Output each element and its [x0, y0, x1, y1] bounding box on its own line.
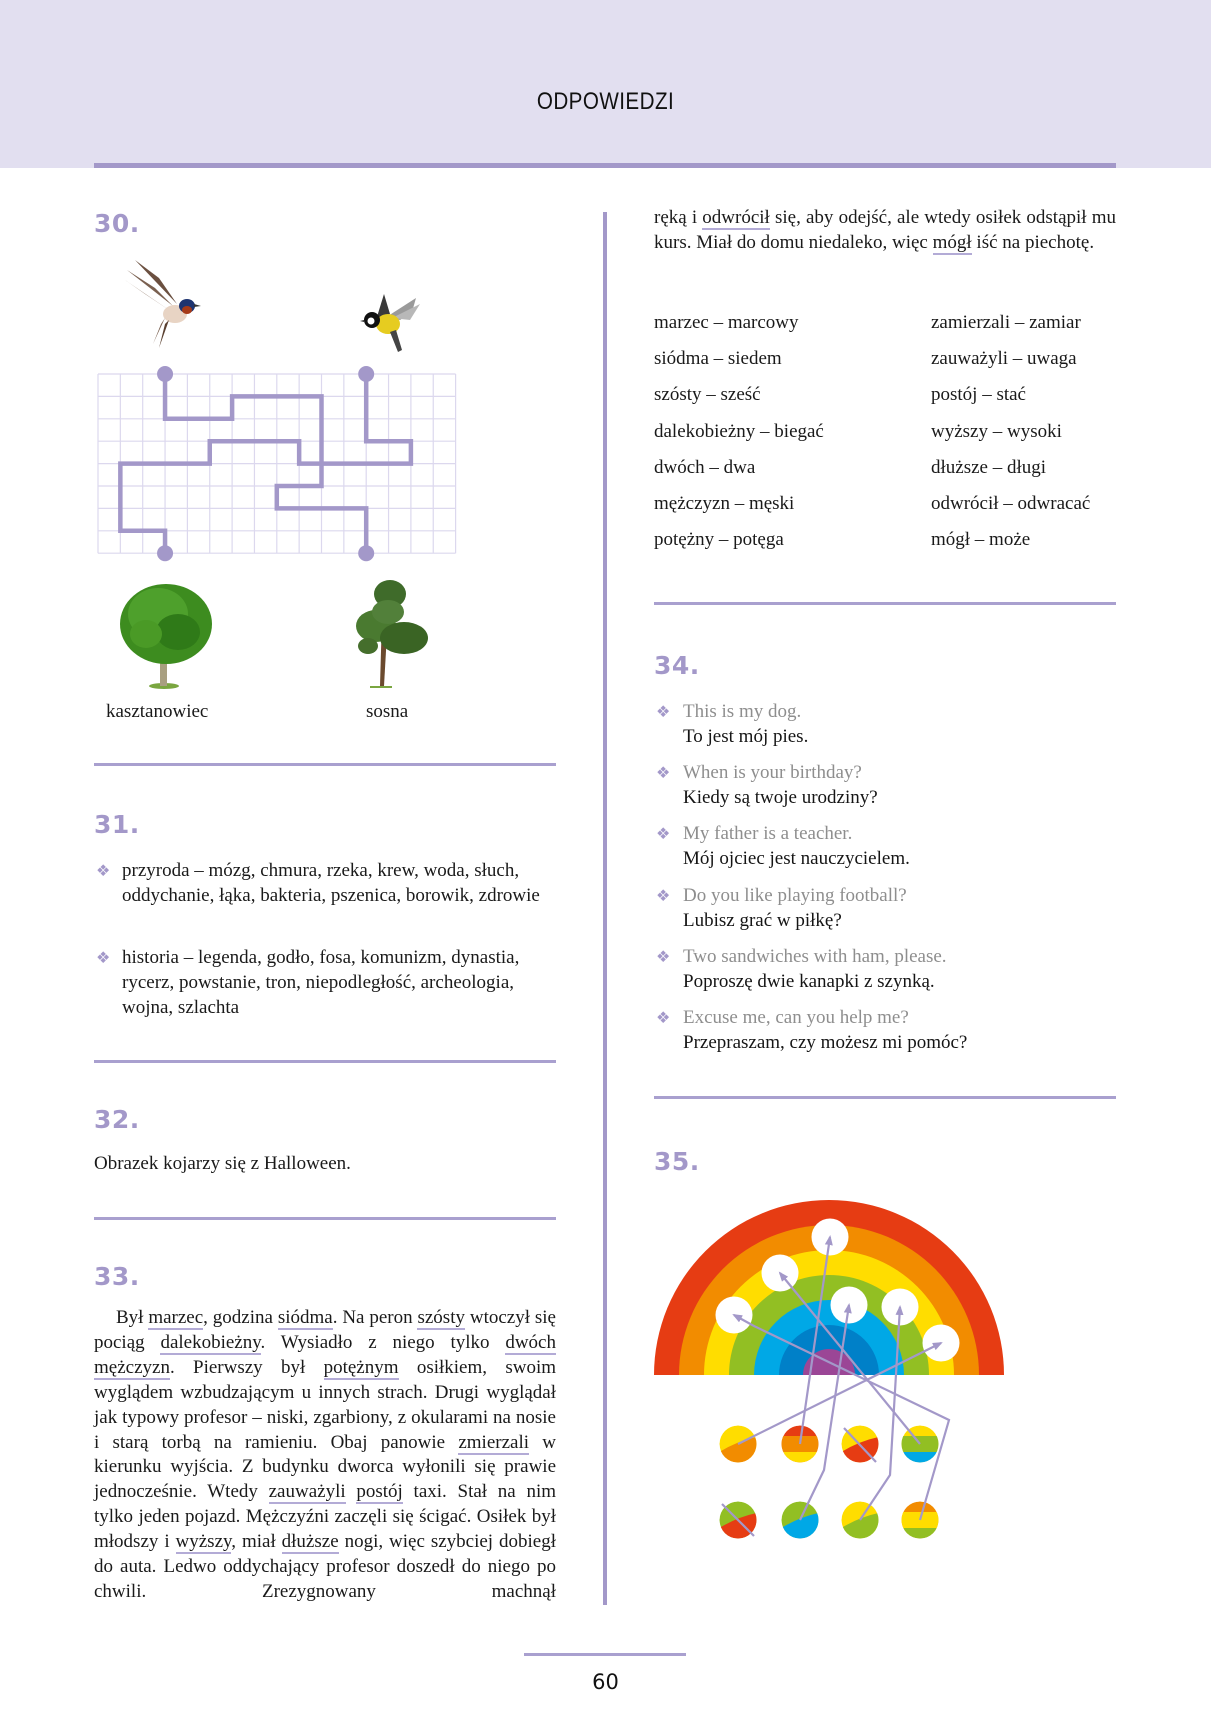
polish-translation: Kiedy są twoje urodziny?	[683, 787, 878, 809]
color-ball	[900, 1426, 940, 1467]
ex31-item-przyroda: przyroda – mózg, chmura, rzeka, krew, woda, słuch, oddychanie, łąka, bakteria, pszenica, borowik, zdrowie	[122, 860, 540, 906]
polish-translation: Przepraszam, czy możesz mi pomóc?	[683, 1032, 968, 1053]
word-pair: potężny – potęga	[654, 529, 784, 551]
chestnut-tree-icon	[120, 584, 212, 689]
footer-rule	[524, 1653, 686, 1656]
pine-tree-label: sosna	[366, 701, 409, 722]
exercise-33-number: 33.	[94, 1262, 140, 1291]
english-sentence: Do you like playing football?	[683, 884, 907, 906]
word-pair: zamierzali – zamiar	[931, 312, 1081, 333]
maze-endpoint-dot	[358, 366, 374, 382]
exercise-32-number: 32.	[94, 1105, 140, 1134]
section-divider	[94, 1060, 556, 1063]
maze-endpoint-dot	[157, 366, 173, 382]
color-ball	[778, 1502, 824, 1545]
polish-translation: Lubisz grać w piłkę?	[683, 909, 842, 931]
page-header	[0, 0, 1211, 168]
bullet-icon: ❖	[656, 824, 671, 844]
english-sentence: This is my dog.	[683, 701, 802, 722]
word-pair: mógł – może	[931, 529, 1031, 551]
section-divider	[654, 1096, 1116, 1099]
pine-tree-icon	[356, 580, 428, 688]
english-sentence: When is your birthday?	[683, 762, 862, 784]
bullet-icon: ❖	[656, 702, 671, 721]
underlined-word: odwrócił	[702, 207, 770, 228]
underlined-word: mężczyzn	[94, 1356, 170, 1378]
ex33-story-text: Był marzec, godzina siódma. Na peron szósty wtoczył się pociąg dalekobieżny. Wysiadło z niego tylko dwóch mężczyzn. Pierwszy był potężnym osiłkiem, swoim wyglądem wzbudzającym u innych strach. Drugi wyglądał jak typowy profesor – niski, zgarbiony, z okularami na nosie i starą torbą na ramieniu. Obaj panowie zmierzali w kierunku wyjścia. Z budynku dworca wyłonili się prawie jednocześnie. Wtedy zauważyli postój taxi. Stał na nim tylko jeden pojazd. Mężczyźni zaczęli się ścigać. Osiłek był młodszy i wyższy, miał dłuższe nogi, więc szybciej dobiegł do auta. Ledwo oddychający profesor doszedł do niego po chwili. Zrezygnowany machnął	[94, 1307, 557, 1602]
ex32-answer: Obrazek kojarzy się z Halloween.	[94, 1153, 351, 1174]
color-ball	[716, 1426, 762, 1469]
english-sentence: Excuse me, can you help me?	[683, 1007, 909, 1028]
chestnut-tree-image	[118, 578, 214, 690]
maze-endpoint-dot	[157, 545, 173, 561]
underlined-word: szósty	[417, 1307, 465, 1328]
word-pair: szósty – sześć	[654, 384, 761, 406]
underlined-word: dalekobieżny	[160, 1331, 261, 1353]
word-pair: dalekobieżny – biegać	[654, 420, 824, 442]
bullet-icon: ❖	[656, 1008, 671, 1027]
page-number: 60	[592, 1670, 619, 1694]
word-pair: postój – stać	[931, 384, 1026, 406]
word-pair: zauważyli – uwaga	[931, 348, 1077, 370]
exercise-35-number: 35.	[654, 1147, 700, 1176]
color-ball	[780, 1426, 820, 1467]
bullet-icon: ❖	[656, 885, 671, 905]
word-pair: dwóch – dwa	[654, 456, 756, 478]
exercise-31-number: 31.	[94, 810, 140, 839]
word-pair: marzec – marcowy	[654, 312, 799, 333]
maze-grid	[98, 374, 458, 559]
section-divider	[94, 763, 556, 766]
bullet-icon: ❖	[656, 763, 671, 783]
underlined-word: dwóch	[505, 1331, 556, 1353]
ex31-item-historia: historia – legenda, godło, fosa, komunizm, dynastia, rycerz, powstanie, tron, niepodległość, archeologia, wojna, szlachta	[122, 947, 520, 1018]
great-tit-icon	[360, 294, 420, 352]
english-sentence: My father is a teacher.	[683, 823, 853, 845]
word-pair: siódma – siedem	[654, 348, 782, 370]
translation-item	[683, 1005, 1143, 1055]
underlined-word: zauważyli	[268, 1481, 346, 1503]
ex33-story-continued: ręką i odwrócił się, aby odejść, ale wtedy osiłek odstąpił mu kurs. Miał do domu niedaleko, więc mógł iść na piechotę.	[654, 207, 1116, 253]
color-ball	[900, 1502, 940, 1543]
polish-translation: To jest mój pies.	[683, 726, 809, 747]
header-title: ODPOWIEDZI	[536, 88, 675, 115]
translation-item	[683, 760, 1143, 810]
underlined-word: zmierzali	[458, 1431, 530, 1453]
column-divider	[603, 212, 607, 1605]
exercise-30-number: 30.	[94, 209, 140, 238]
bullet-icon: ❖	[656, 946, 671, 966]
bullet-icon: ❖	[96, 861, 111, 880]
color-ball	[838, 1502, 884, 1545]
english-sentence: Two sandwiches with ham, please.	[683, 945, 947, 967]
exercise-34-number: 34.	[654, 651, 700, 680]
underlined-word: wyższy	[175, 1531, 232, 1553]
underlined-word: marzec	[148, 1307, 204, 1328]
word-pair: mężczyzn – męski	[654, 492, 795, 514]
underlined-word: mógł	[932, 231, 972, 253]
rainbow-diagram	[654, 1200, 1004, 1530]
swallow-icon	[125, 260, 201, 348]
color-ball	[716, 1502, 762, 1545]
bullet-icon: ❖	[96, 948, 111, 967]
translation-item	[683, 699, 1143, 749]
underlined-word: postój	[356, 1481, 403, 1503]
maze-endpoint-dot	[358, 545, 374, 561]
chestnut-tree-label: kasztanowiec	[106, 701, 209, 722]
ex33-word-pairs-right	[931, 310, 1090, 563]
polish-translation: Poproszę dwie kanapki z szynką.	[683, 970, 935, 992]
translation-item	[683, 944, 1143, 994]
underlined-word: siódma	[277, 1307, 333, 1328]
pine-tree-image	[348, 576, 434, 688]
translation-item	[683, 883, 1143, 933]
underlined-word: potężnym	[323, 1356, 399, 1378]
section-divider	[94, 1217, 556, 1220]
ex33-word-pairs-left	[654, 310, 824, 563]
translation-item	[683, 821, 1143, 871]
underlined-word: dłuższe	[281, 1531, 339, 1553]
word-pair: odwrócił – odwracać	[931, 492, 1091, 514]
polish-translation: Mój ojciec jest nauczycielem.	[683, 848, 910, 870]
section-divider	[654, 602, 1116, 605]
header-rule	[94, 163, 1116, 168]
word-pair: dłuższe – długi	[931, 456, 1047, 478]
word-pair: wyższy – wysoki	[931, 420, 1062, 442]
great-tit-bird-image	[354, 290, 424, 355]
swallow-bird-image	[125, 258, 210, 353]
